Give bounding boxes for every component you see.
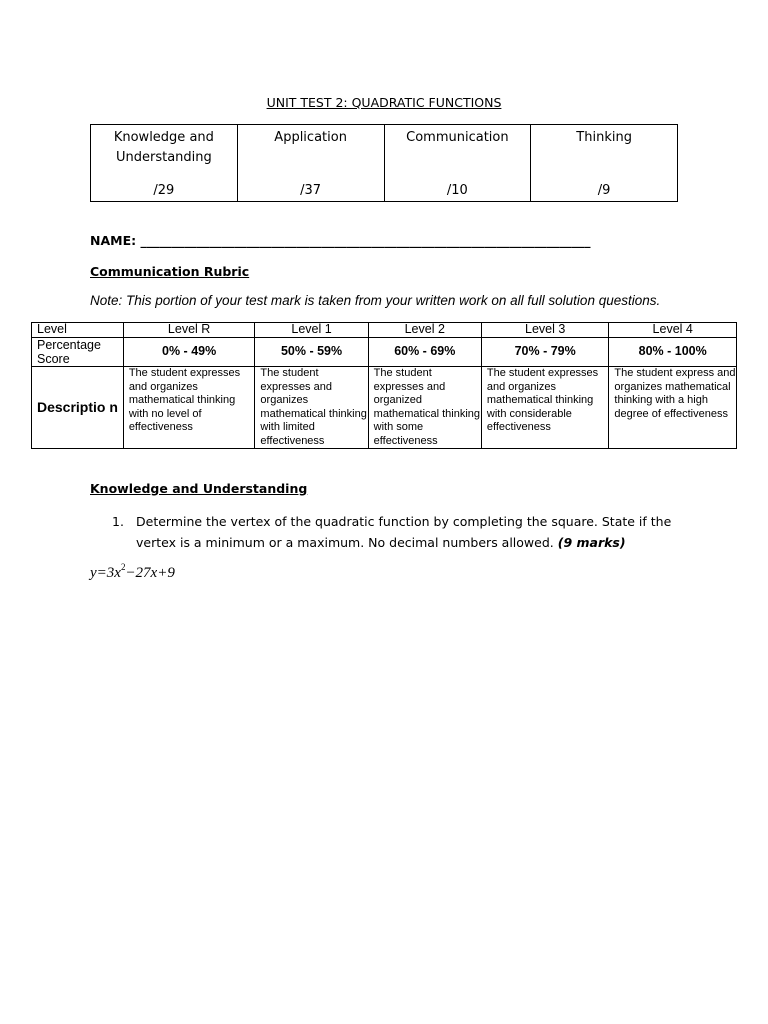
equation-exponent: 2 xyxy=(120,562,126,572)
description-cell: The student expresses and organizes mathematical thinking with no level of effectiveness xyxy=(123,367,255,449)
rubric-percentage-row xyxy=(32,338,737,367)
rubric-level-row xyxy=(32,323,737,338)
score-heading: Thinking xyxy=(576,130,632,145)
score-mark: /29 xyxy=(153,183,175,198)
score-cell-knowledge xyxy=(91,125,238,202)
description-cell: The student expresses and organized mathematical thinking with some effectiveness xyxy=(368,367,481,449)
question-text: Determine the vertex of the quadratic function by completing the square. State if the vertex is a minimum or a maximum. No decimal numbers allowed. xyxy=(136,514,672,550)
score-cell-application xyxy=(237,125,384,202)
rubric-description-row xyxy=(32,367,737,449)
level-header: Level 4 xyxy=(609,323,737,338)
level-header: Level 1 xyxy=(255,323,368,338)
row-label-percentage: Percentage Score xyxy=(32,338,124,367)
score-heading: Knowledge and Understanding xyxy=(113,130,214,165)
equation xyxy=(90,562,175,582)
level-header: Level 2 xyxy=(368,323,481,338)
question-marks: (9 marks) xyxy=(557,535,626,550)
communication-rubric-heading: Communication Rubric xyxy=(90,264,250,279)
score-table xyxy=(90,124,678,202)
page-title: UNIT TEST 2: QUADRATIC FUNCTIONS xyxy=(266,95,502,110)
score-cell-communication xyxy=(384,125,531,202)
description-cell: The student express and organizes mathematical thinking with a high degree of effectiveness xyxy=(609,367,737,449)
score-mark: /9 xyxy=(597,183,611,198)
knowledge-heading: Knowledge and Understanding xyxy=(90,481,308,496)
question-1 xyxy=(112,511,672,553)
question-number: 1. xyxy=(112,514,124,529)
rubric-table xyxy=(31,322,737,449)
percentage-cell: 70% - 79% xyxy=(481,338,609,367)
score-heading: Application xyxy=(274,130,347,145)
score-cell-thinking xyxy=(531,125,678,202)
level-header: Level 3 xyxy=(481,323,609,338)
percentage-cell: 50% - 59% xyxy=(255,338,368,367)
percentage-cell: 60% - 69% xyxy=(368,338,481,367)
score-heading: Communication xyxy=(406,130,509,145)
score-mark: /10 xyxy=(446,183,468,198)
rubric-note: Note: This portion of your test mark is taken from your written work on all full solution questions. xyxy=(90,293,661,308)
row-label-description: Descriptio n xyxy=(32,367,124,449)
equation-rhs: −27x+9 xyxy=(125,565,175,581)
name-field[interactable]: NAME: ________________________________________________________________________ xyxy=(90,233,591,248)
description-cell: The student expresses and organizes mathematical thinking with limited effectiveness xyxy=(255,367,368,449)
row-label-level: Level xyxy=(32,323,124,338)
score-mark: /37 xyxy=(300,183,322,198)
percentage-cell: 80% - 100% xyxy=(609,338,737,367)
level-header: Level R xyxy=(123,323,255,338)
equation-lhs: y=3x xyxy=(90,565,121,581)
description-cell: The student expresses and organizes mathematical thinking with considerable effectiveness xyxy=(481,367,609,449)
question-text-wrap xyxy=(136,511,672,553)
percentage-cell: 0% - 49% xyxy=(123,338,255,367)
